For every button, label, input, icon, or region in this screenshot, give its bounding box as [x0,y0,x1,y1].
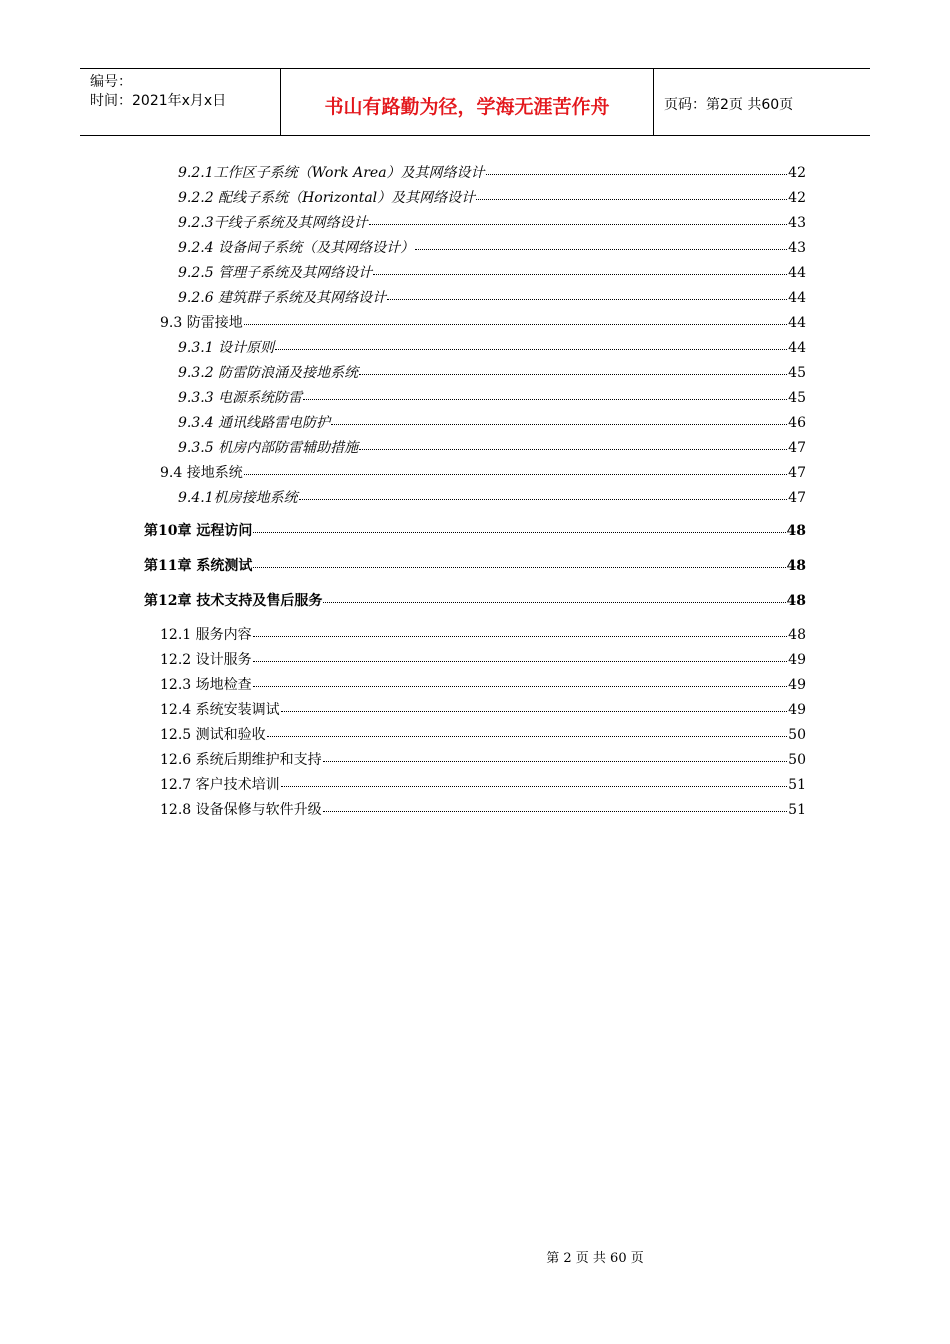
toc-leader-dots [253,661,788,662]
toc-entry[interactable] [178,362,806,382]
toc-entry[interactable] [144,555,806,575]
header-page-info: 页码：第2页 共60页 [664,97,794,113]
toc-leader-dots [275,349,787,350]
toc-entry-page: 44 [788,265,806,281]
toc-entry[interactable] [160,699,806,719]
toc-leader-dots [323,761,788,762]
toc-entry[interactable] [178,237,806,257]
toc-entry-title: 9.3.4 通讯线路雷电防护 [178,415,331,431]
toc-entry-page: 50 [788,752,806,768]
toc-entry-title: 12.6 系统后期维护和支持 [160,752,322,768]
toc-leader-dots [253,567,785,568]
toc-leader-dots [299,499,788,500]
toc-entry-page: 49 [788,702,806,718]
toc-leader-dots [267,736,788,737]
toc-entry-title: 9.3.2 防雷防浪涌及接地系统 [178,365,359,381]
toc-entry-page: 44 [788,290,806,306]
toc-leader-dots [323,602,785,603]
toc-leader-dots [373,274,787,275]
toc-entry[interactable] [160,649,806,669]
toc-leader-dots [253,532,785,533]
toc-entry[interactable] [178,212,806,232]
toc-entry[interactable] [144,520,806,540]
toc-leader-dots [369,224,788,225]
toc-entry[interactable] [160,774,806,794]
toc-entry-title: 9.2.5 管理子系统及其网络设计 [178,265,373,281]
toc-entry[interactable] [160,462,806,482]
toc-entry-title: 12.3 场地检查 [160,677,252,693]
header-motto: 书山有路勤为径，学海无涯苦作舟 [281,69,654,135]
toc-entry[interactable] [160,624,806,644]
toc-entry-title: 12.7 客户技术培训 [160,777,280,793]
toc-entry-page: 47 [788,465,806,481]
toc-entry-title: 12.1 服务内容 [160,627,252,643]
toc-entry-page: 47 [788,490,806,506]
toc-leader-dots [244,474,787,475]
toc-entry[interactable] [144,590,806,610]
toc-entry[interactable] [160,312,806,332]
toc-entry-title: 9.4.1机房接地系统 [178,490,298,506]
toc-entry-title: 9.3.5 机房内部防雷辅助措施 [178,440,359,456]
toc-entry-title: 第11章 系统测试 [144,558,253,574]
page-footer: 第 2 页 共 60 页 [546,1251,644,1266]
toc-entry[interactable] [160,799,806,819]
toc-entry-title: 9.3.3 电源系统防雷 [178,390,303,406]
toc-entry-page: 45 [788,365,806,381]
toc-entry-page: 48 [786,523,806,539]
toc-entry-page: 43 [788,240,806,256]
toc-leader-dots [281,786,788,787]
toc-entry[interactable] [160,674,806,694]
toc-entry[interactable] [178,437,806,457]
toc-entry[interactable] [178,387,806,407]
toc-entry[interactable] [178,487,806,507]
toc-leader-dots [244,324,787,325]
toc-entry-title: 9.3.1 设计原则 [178,340,275,356]
toc-entry-title: 9.2.1工作区子系统（Work Area）及其网络设计 [178,165,485,181]
toc-entry-title: 12.4 系统安装调试 [160,702,280,718]
toc-entry-page: 48 [788,627,806,643]
toc-entry-page: 51 [788,802,806,818]
toc-entry-title: 9.4 接地系统 [160,465,243,481]
toc-leader-dots [281,711,788,712]
toc-leader-dots [415,249,787,250]
toc-entry-title: 9.2.6 建筑群子系统及其网络设计 [178,290,387,306]
toc-entry-page: 47 [788,440,806,456]
toc-entry-title: 12.8 设备保修与软件升级 [160,802,322,818]
toc-entry-title: 9.2.4 设备间子系统（及其网络设计） [178,240,415,256]
toc-entry-page: 45 [788,390,806,406]
toc-leader-dots [331,424,787,425]
toc-entry-page: 44 [788,315,806,331]
toc-entry-page: 50 [788,727,806,743]
toc-leader-dots [323,811,788,812]
toc-entry-page: 44 [788,340,806,356]
toc-entry-title: 9.2.2 配线子系统（Horizontal）及其网络设计 [178,190,476,206]
toc-entry-page: 49 [788,677,806,693]
toc-entry-page: 46 [788,415,806,431]
toc-leader-dots [303,399,787,400]
toc-entry-title: 9.3 防雷接地 [160,315,243,331]
toc-entry-title: 12.5 测试和验收 [160,727,266,743]
toc-leader-dots [253,686,788,687]
toc-entry-page: 43 [788,215,806,231]
toc-leader-dots [476,199,787,200]
header-time-label: 时间：2021年x月x日 [90,93,227,109]
toc-entry[interactable] [178,262,806,282]
header-meta [80,69,281,135]
toc-entry[interactable] [178,287,806,307]
toc-entry-title: 第12章 技术支持及售后服务 [144,593,323,609]
toc-leader-dots [486,174,788,175]
toc-entry[interactable] [178,337,806,357]
toc-entry-page: 49 [788,652,806,668]
toc-entry-page: 48 [786,593,806,609]
toc-entry-page: 42 [788,190,806,206]
toc-entry-page: 42 [788,165,806,181]
toc-entry-page: 48 [786,558,806,574]
toc-entry-title: 12.2 设计服务 [160,652,252,668]
toc-entry[interactable] [178,412,806,432]
header-number-label: 编号： [90,74,132,90]
toc-leader-dots [253,636,788,637]
toc-entry[interactable] [178,187,806,207]
toc-entry-title: 9.2.3干线子系统及其网络设计 [178,215,368,231]
toc-leader-dots [359,374,787,375]
toc-entry[interactable] [178,162,806,182]
toc-entry[interactable] [160,724,806,744]
toc-entry[interactable] [160,749,806,769]
toc-leader-dots [387,299,787,300]
page-header [80,68,870,136]
toc-entry-title: 第10章 远程访问 [144,523,253,539]
toc-leader-dots [359,449,787,450]
toc-entry-page: 51 [788,777,806,793]
